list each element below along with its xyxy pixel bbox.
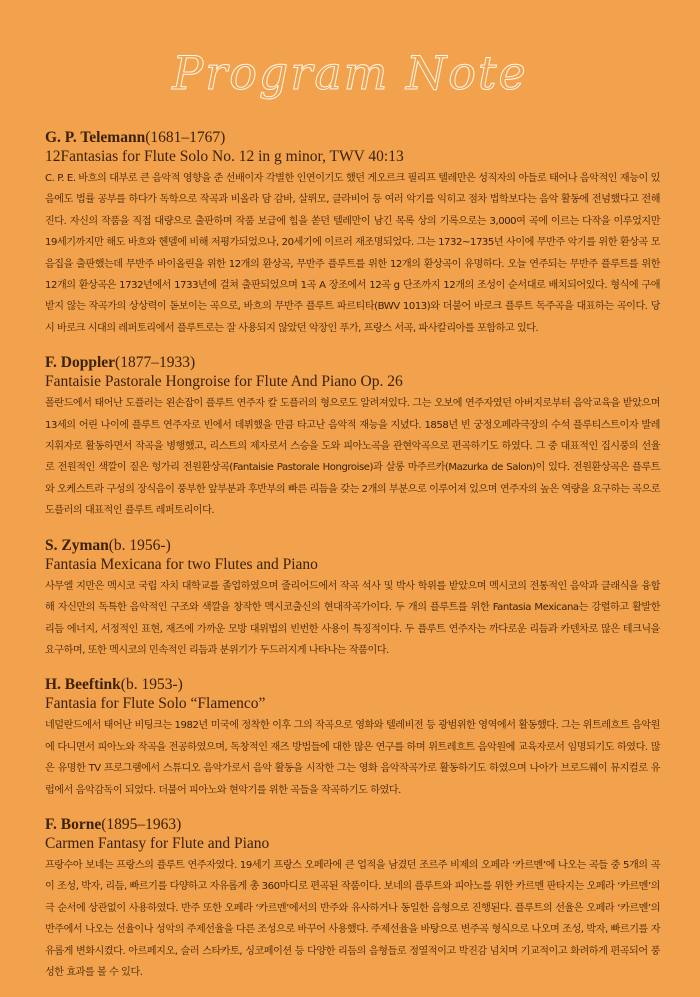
composer-years: (1895–1963) bbox=[101, 815, 182, 833]
work-title: 12Fantasias for Flute Solo No. 12 in g minor, TWV 40:13 bbox=[45, 148, 404, 165]
composer-heading bbox=[45, 815, 660, 834]
composer-heading bbox=[45, 675, 660, 694]
section-text: C. P. E. 바흐의 대부로 큰 음악적 영향을 준 선배이자 각별한 인연이기도 했던 게오르크 필리프 텔레만은 성직자의 아들로 태어나 음악적인 재능이 있음에도 법률 공부를 하다가 독학으로 작곡과 비올라 담 감바, 살뤼모, 클라비어 등 여러 악기를 익히고 점차 법학보다는 음악 활동에 전념했다고 전해진다. 자신의 작품을 직접 대량으로 출판하며 작품 보급에 힘을 쏟던 텔레만이 남긴 목록 상의 기록으로는 3,000여 곡에 이르는 다작을 이루었지만 19세기까지만 해도 바흐와 헨델에 비해 저평가되었으나, 20세기에 이르러 재조명되었다. 그는 1732~1735년 사이에 무반주 악기를 위한 환상곡 모음집을 출판했는데 무반주 바이올린을 위한 12개의 환상곡, 무반주 플루트를 위한 12개의 환상곡이 유명하다. 오늘 연주되는 무반주 플루트를 위한 12개의 환상곡은 1732년에서 1733년에 걸쳐 출판되었으며 1곡 A 장조에서 12곡 g 단조까지 12개의 조성이 순서대로 배치되어있다. 형식에 구애받지 않는 작곡가의 상상력이 돋보이는 곡으로, 바흐의 무반주 플루트 파르티타(BWV 1013)와 더불어 바로크 플루트 독주곡을 대표하는 곡이다. 당시 바로크 시대의 레퍼토리에서 플루트로는 잘 사용되지 않았던 악장인 푸가, 프랑스 서곡, 파사칼리아를 포함하고 있다. bbox=[45, 173, 660, 334]
section-borne bbox=[45, 815, 660, 983]
page-title: Program Note bbox=[172, 46, 528, 100]
composer-name: S. Zyman bbox=[45, 536, 109, 554]
section-text: 사무엘 지만은 멕시코 국립 자치 대학교를 졸업하였으며 줄리어드에서 작곡 석사 및 박사 학위를 받았으며 멕시코의 전통적인 음악과 클래식을 융합해 자신만의 독특한 음악적인 구조와 색깔을 창작한 멕시코출신의 현대작곡가이다. 두 개의 플루트를 위한 Fantasia Mexicana는 강렬하고 활발한 리듬 에너지, 서정적인 표현, 재즈에 가까운 모방 대위법의 빈번한 사용이 특징적이다. 두 플루트 연주자는 까다로운 리듬과 카덴차로 많은 테크닉을 요구하며, 또한 멕시코의 민속적인 리듬과 분위기가 두드러지게 나타나는 작품이다. bbox=[45, 580, 660, 656]
section-telemann bbox=[45, 128, 660, 339]
section-text: 네덜란드에서 태어난 비팅크는 1982년 미국에 정착한 이후 그의 작곡으로 영화와 텔레비전 등 광범위한 영역에서 활동했다. 그는 위트레흐트 음악원에 다니면서 피아노와 작곡을 전공하였으며, 독창적인 재즈 방법들에 대한 많은 연구를 하며 위트레흐트 음악원에 교육자로서 임명되기도 하였다. 많은 유명한 TV 프로그램에서 스튜디오 음악가로서 음악 활동을 시작한 그는 영화 음악작곡가로 활동하기도 하였으며 나아가 브로드웨이 뮤지컬로 유럽에서 음악감독이 되었다. 더불어 피아노와 현악기를 위한 곡들을 작곡하기도 하였다. bbox=[45, 720, 660, 796]
composer-years: (b. 1953-) bbox=[120, 676, 183, 694]
work-title: Fantaisie Pastorale Hongroise for Flute And Piano Op. 26 bbox=[45, 373, 403, 391]
composer-name: H. Beeftink bbox=[45, 676, 121, 694]
composer-heading bbox=[45, 353, 660, 372]
composer-name: F. Borne bbox=[45, 815, 102, 833]
work-title: Carmen Fantasy for Flute and Piano bbox=[45, 834, 270, 852]
section-text: 폴란드에서 태어난 도플러는 왼손잡이 플루트 연주자 칼 도플러의 형으로도 알려져있다. 그는 오보에 연주자였던 아버지로부터 음악교육을 받았으며 13세의 어린 나이에 플루트 연주자로 빈에서 데뷔했을 만큼 타고난 음악적 재능을 지녔다. 1858년 빈 궁정오페라극장의 수석 플루티스트이자 발레 지휘자로 활동하면서 작곡을 병행했고, 리스트의 제자로서 스승을 도와 피아노곡을 관현악곡으로 편곡하기도 하였다. 그 중 대표적인 집시풍의 선율로 전원적인 색깔이 짙은 헝가리 전원환상곡(Fantaisie Pastorale Hongroise)과 살롱 마주르카(Mazurka de Salon)이 있다. 전원환상곡은 플루트와 오케스트라 구성의 장식음이 풍부한 앞부분과 후반부의 빠른 리듬을 갖는 2개의 부분으로 이루어져 있으며 연주자의 높은 역량을 요구하는 곡으로 도플러의 대표적인 플루트 레퍼토리이다. bbox=[45, 398, 660, 517]
section-text: 프랑수아 보네는 프랑스의 플루트 연주자였다. 19세기 프랑스 오페라에 큰 업적을 남겼던 조르주 비제의 오페라 ‘카르멘’에 나오는 곡들 중 5개의 곡이 조성, 박자, 리듬, 빠르기를 다양하고 자유롭게 총 360마디로 편곡된 작품이다. 보네의 플루트와 피아노를 위한 카르멘 판타지는 오페라 ‘카르멘’의 극 순서에 상관없이 사용하였다. 반주 또한 오페라 ‘카르멘’에서의 반주와 유사하거나 동일한 음형으로 진행된다. 플루트의 선율은 오페라 ‘카르멘’의 반주에서 나오는 선율이나 성악의 주제선율을 다른 조성으로 바꾸어 사용했다. 주제선율을 바탕으로 변주곡 형식으로 나오며 조성, 박자, 빠르기를 자유롭게 변화시켰다. 아르페지오, 슬러 스타카토, 싱코페이션 등 다양한 리듬의 음형들로 정열적이고 박진감 넘치며 기교적이고 화려하게 편곡되어 풍성한 효과를 볼 수 있다. bbox=[45, 859, 660, 978]
section-doppler bbox=[45, 353, 660, 521]
composer-heading bbox=[45, 128, 660, 147]
section-beeftink bbox=[45, 675, 660, 801]
composer-years: (1681–1767) bbox=[145, 129, 226, 146]
composer-name: G. P. Telemann bbox=[45, 129, 146, 146]
section-zyman bbox=[45, 536, 660, 662]
composer-name: F. Doppler bbox=[45, 354, 116, 372]
composer-years: (1877–1933) bbox=[115, 354, 196, 372]
program-content bbox=[45, 128, 660, 997]
composer-years: (b. 1956-) bbox=[108, 536, 171, 554]
work-title: Fantasia for Flute Solo “Flamenco” bbox=[45, 695, 266, 713]
work-title: Fantasia Mexicana for two Flutes and Piano bbox=[45, 555, 318, 573]
composer-heading bbox=[45, 536, 660, 555]
